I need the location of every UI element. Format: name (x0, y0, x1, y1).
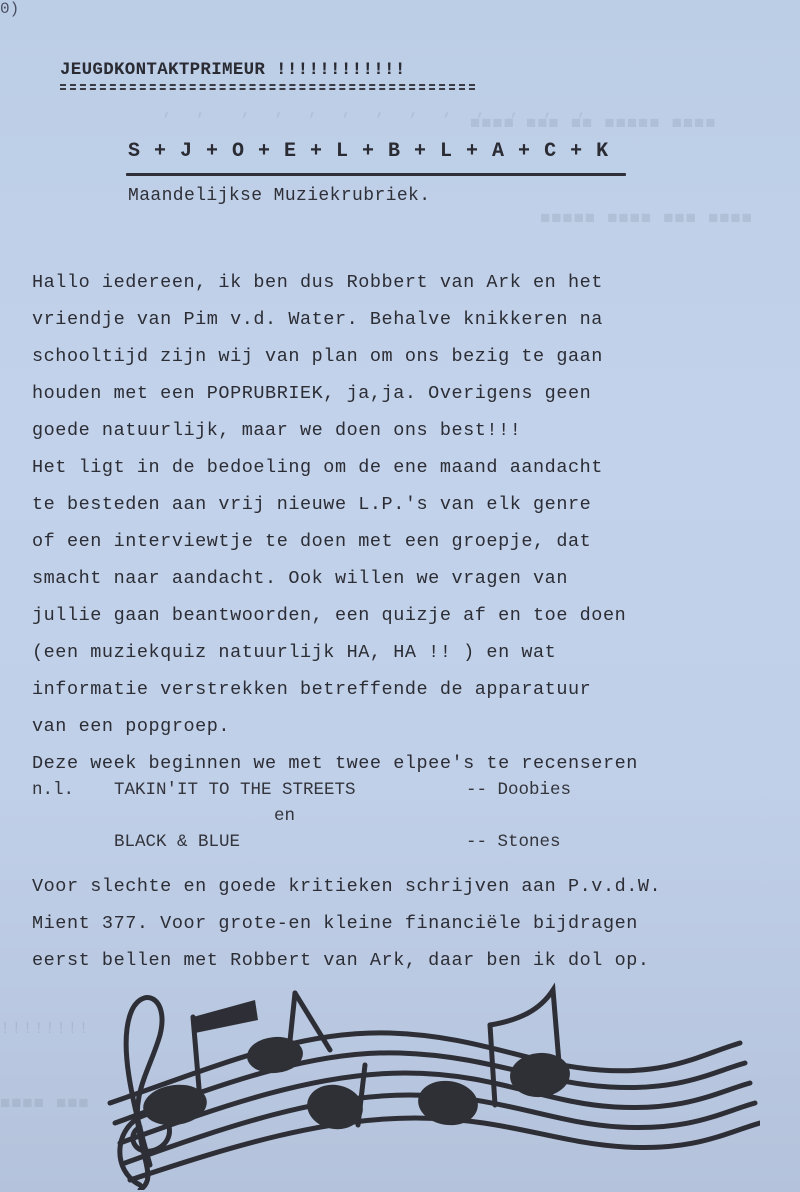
column-name: S + J + O + E + L + B + L + A + C + K (128, 140, 610, 163)
show-through-text: , , , , , , , , , , , , , (140, 102, 589, 121)
body-line: informatie verstrekken betreffende de apparatuur (32, 679, 592, 700)
show-through-text: ■■■■■ ■■■■ ■■■ ■■■■ (540, 210, 753, 229)
album-title: TAKIN'IT TO THE STREETS (114, 780, 356, 800)
album-artist: -- Stones (466, 832, 561, 852)
album-list-prefix: n.l. (32, 780, 75, 800)
closing-paragraph (32, 868, 661, 979)
music-staff-icon (100, 975, 760, 1190)
body-line: smacht naar aandacht. Ook willen we vragen van (32, 568, 568, 589)
body-line: of een interviewtje te doen met een groepje, dat (32, 531, 592, 552)
column-name-underline (126, 173, 626, 176)
body-line: houden met een POPRUBRIEK, ja,ja. Overigens geen (32, 383, 592, 404)
body-line: (een muziekquiz natuurlijk HA, HA !! ) en wat (32, 642, 557, 663)
header-title: JEUGDKONTAKTPRIMEUR !!!!!!!!!!!! (60, 60, 406, 80)
body-line: te besteden aan vrij nieuwe L.P.'s van elk genre (32, 494, 592, 515)
body-line: goede natuurlijk, maar we doen ons best!!! (32, 420, 522, 441)
show-through-text: ■■■■ ■■■ (0, 1095, 90, 1114)
column-subtitle: Maandelijkse Muziekrubriek. (128, 186, 431, 206)
album-artist: -- Doobies (466, 780, 572, 800)
show-through-text: !!!!!!!! (0, 1020, 90, 1039)
body-line: Deze week beginnen we met twee elpee's te recenseren (32, 753, 638, 774)
closing-line: Voor slechte en goede kritieken schrijven aan P.v.d.W. (32, 876, 662, 897)
body-line: Hallo iedereen, ik ben dus Robbert van Ark en het (32, 272, 603, 293)
header-double-underline (60, 84, 475, 90)
album-title: BLACK & BLUE (114, 832, 241, 852)
album-connector: en (274, 806, 296, 826)
body-paragraph (32, 264, 638, 782)
body-line: Het ligt in de bedoeling om de ene maand aandacht (32, 457, 603, 478)
body-line: vriendje van Pim v.d. Water. Behalve knikkeren na (32, 309, 603, 330)
body-line: van een popgroep. (32, 716, 231, 737)
closing-line: eerst bellen met Robbert van Ark, daar ben ik dol op. (32, 950, 650, 971)
body-line: jullie gaan beantwoorden, een quizje af en toe doen (32, 605, 627, 626)
show-through-text: ■■■■ ■■■ ■■ ■■■■■ ■■■■ (470, 115, 717, 134)
body-line: schooltijd zijn wij van plan om ons bezig te gaan (32, 346, 603, 367)
corner-mark: 0) (0, 0, 20, 18)
closing-line: Mient 377. Voor grote-en kleine financiële bijdragen (32, 913, 638, 934)
